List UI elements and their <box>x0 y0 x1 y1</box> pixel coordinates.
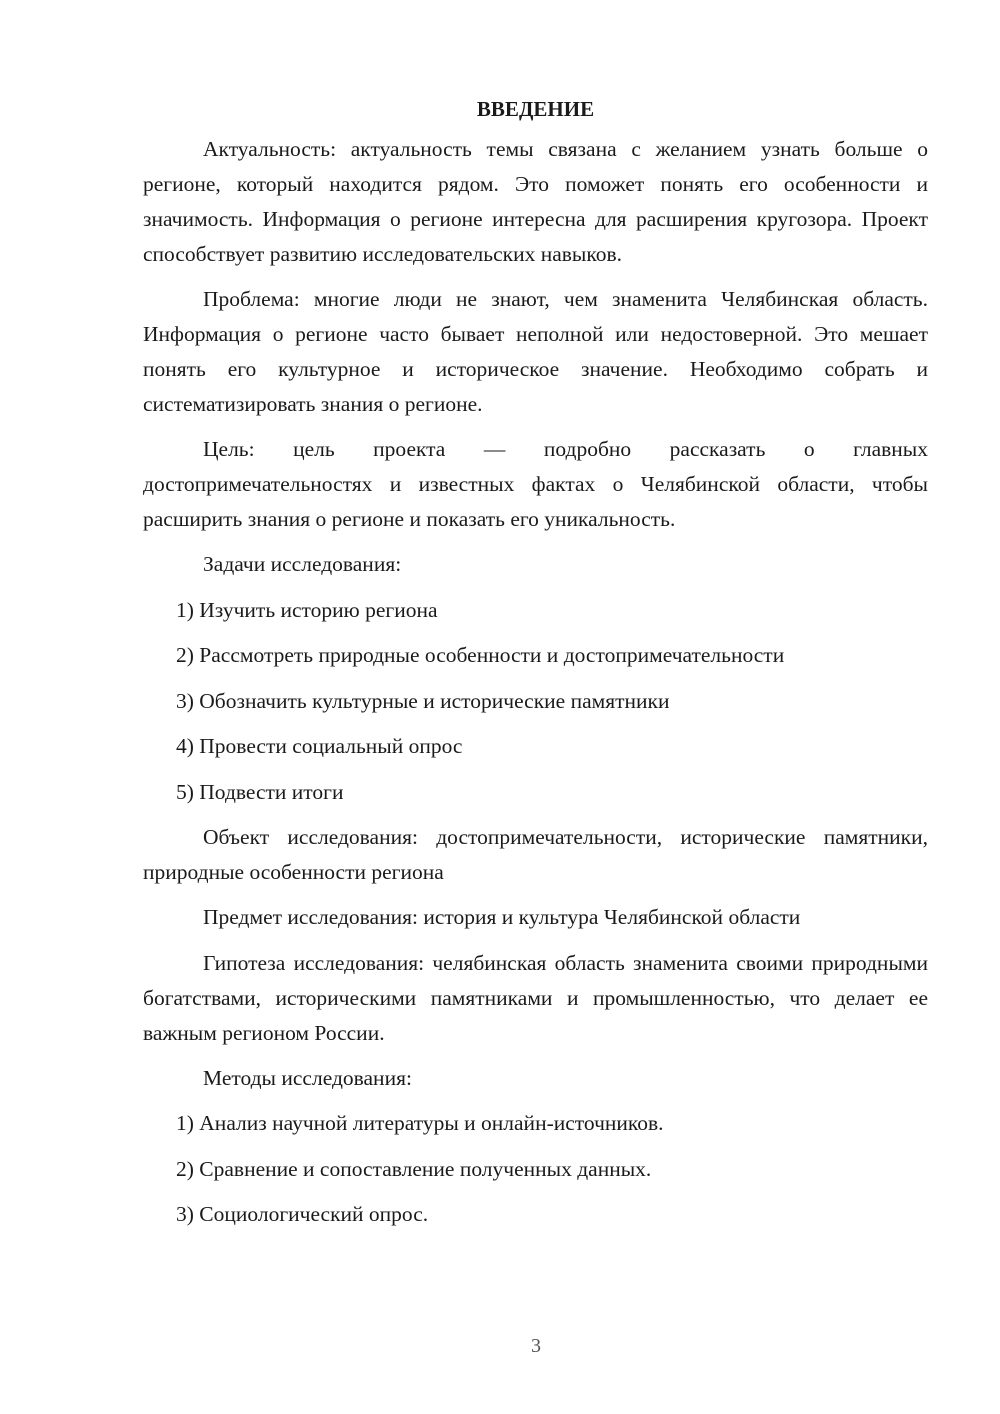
list-item: 3) Обозначить культурные и исторические памятники <box>176 688 670 713</box>
page-number: 3 <box>531 1335 541 1357</box>
list-item: 2) Сравнение и сопоставление полученных данных. <box>176 1156 652 1181</box>
subject-paragraph: Предмет исследования: история и культура Челябинской области <box>203 905 801 929</box>
methods-heading: Методы исследования: <box>203 1065 412 1090</box>
tasks-list <box>143 593 928 810</box>
list-item: 4) Провести социальный опрос <box>176 734 463 758</box>
list-item: 3) Социологический опрос. <box>176 1202 429 1226</box>
list-item: 5) Подвести итоги <box>176 779 344 804</box>
goal-paragraph: Цель: цель проекта — подробно рассказать о главных достопримечательностях и известных фактах о Челябинской области, чтобы расширить знания о регионе и показать его уникальность. <box>143 437 928 531</box>
hypothesis-paragraph: Гипотеза исследования: челябинская область знаменита своими природными богатствами, историческими памятниками и промышленностью, что делает ее важным регионом России. <box>143 950 928 1045</box>
list-item: 1) Изучить историю региона <box>176 597 438 622</box>
document-page <box>143 92 928 1243</box>
tasks-heading: Задачи исследования: <box>203 552 402 576</box>
list-item: 2) Рассмотреть природные особенности и достопримечательности <box>176 643 785 667</box>
methods-list <box>143 1106 928 1232</box>
problem-paragraph: Проблема: многие люди не знают, чем знаменита Челябинская область. Информация о регионе часто бывает неполной или недостоверной. Это мешает понять его культурное и историческое значение. Необходимо собрать и систематизировать знания о регионе. <box>143 287 928 416</box>
relevance-paragraph: Актуальность: актуальность темы связана с желанием узнать больше о регионе, который находится рядом. Это поможет понять его особенности и значимость. Информация о регионе интересна для расширения кругозора. Проект способствует развитию исследовательских навыков. <box>143 137 928 266</box>
section-title: ВВЕДЕНИЕ <box>476 97 595 121</box>
object-paragraph: Объект исследования: достопримечательности, исторические памятники, природные особенности региона <box>143 825 928 884</box>
list-item: 1) Анализ научной литературы и онлайн-источников. <box>176 1111 664 1135</box>
